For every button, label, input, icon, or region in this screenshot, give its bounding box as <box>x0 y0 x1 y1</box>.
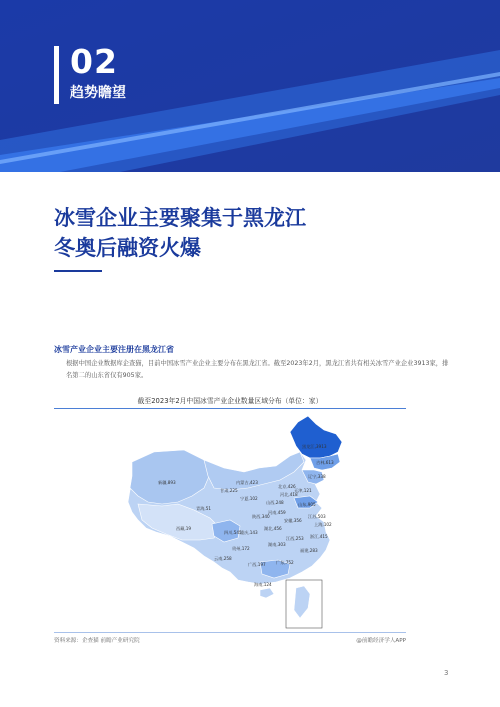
figure-top-rule <box>54 408 406 409</box>
section-paragraph: 根据中国企业数据库企查猫，目前中国冰雪产业企业主要分布在黑龙江省。截至2023年2月，黑龙江省共有相关冰雪产业企业3913家，排名第二的山东省仅有905家。 <box>66 360 449 379</box>
map-label: 江苏,503 <box>308 514 326 519</box>
map-region-hainan <box>260 588 274 598</box>
map-label: 辽宁,338 <box>308 474 326 479</box>
map-label: 浙江,415 <box>310 534 328 539</box>
figure-watermark: @前瞻经济学人APP <box>356 638 406 644</box>
map-region-heilongjiang <box>290 416 342 458</box>
map-label: 山东,905 <box>298 502 316 507</box>
map-label: 重庆,143 <box>240 530 258 535</box>
map-label: 海南,124 <box>254 582 272 587</box>
map-label: 福建,283 <box>300 548 318 553</box>
map-label: 吉林,613 <box>316 460 334 465</box>
hero-banner <box>0 0 500 172</box>
figure-source: 资料来源：企查猫 前瞻产业研究院 <box>54 638 140 644</box>
figure-caption: 截至2023年2月中国冰雪产业企业数量区域分布（单位：家） <box>137 397 323 405</box>
map-label: 陕西,340 <box>252 514 270 519</box>
page-title-line2: 冬奥后融资火爆 <box>54 236 201 260</box>
section-heading: 冰雪产业企业主要注册在黑龙江省 <box>54 345 174 354</box>
map-label: 贵州,172 <box>232 546 250 551</box>
map-label: 河北,418 <box>280 492 298 497</box>
map-label: 甘肃,225 <box>220 488 238 493</box>
chapter-bar <box>54 46 59 104</box>
map-label: 广西,197 <box>248 562 266 567</box>
map-label: 广东,752 <box>276 560 294 565</box>
map-label: 西藏,19 <box>176 526 192 531</box>
page-number: 3 <box>444 669 449 677</box>
map-label: 安徽,356 <box>284 518 302 523</box>
chapter-title: 趋势瞻望 <box>70 85 126 101</box>
map-label: 北京,426 <box>278 484 296 489</box>
map-label: 上海,102 <box>314 522 332 527</box>
map-label: 江西,253 <box>286 536 304 541</box>
map-label: 河南,459 <box>268 510 286 515</box>
map-label: 天津,121 <box>294 488 312 493</box>
map-label: 云南,258 <box>214 556 232 561</box>
source-rule <box>54 632 406 633</box>
map-label: 湖南,303 <box>268 542 286 547</box>
page-title-line1: 冰雪企业主要聚集于黑龙江 <box>54 206 306 230</box>
chapter-number: 02 <box>70 42 118 81</box>
map-label: 青海,51 <box>196 506 212 511</box>
map-label: 宁夏,102 <box>240 496 258 501</box>
map-label: 黑龙江,3913 <box>302 444 327 449</box>
map-label: 新疆,893 <box>158 480 176 485</box>
map-label: 山西,248 <box>266 500 284 505</box>
china-map <box>54 412 406 630</box>
map-label: 内蒙古,423 <box>236 480 258 485</box>
map-label: 湖北,456 <box>264 526 282 531</box>
page-title <box>54 203 306 263</box>
title-underline <box>54 270 102 272</box>
map-label: 四川,545 <box>224 530 242 535</box>
